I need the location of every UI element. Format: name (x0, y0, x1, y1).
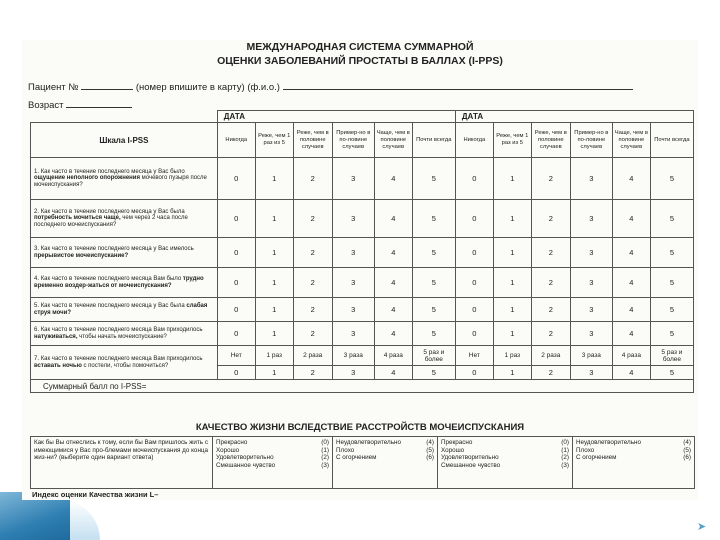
qol-options-right-date2 (573, 437, 695, 489)
patient-line (28, 80, 633, 93)
question-text (31, 268, 218, 298)
answer-cell[interactable]: 4 (374, 366, 412, 380)
qol-option[interactable] (216, 447, 329, 455)
qol-table (30, 436, 695, 489)
qol-question: Как бы Вы отнеслись к тому, если бы Вам пришлось жить с имеющимися у Вас про-блемами мочеиспускания до конца жиз-ни? (выберите один вариант ответа) (31, 437, 213, 489)
answer-cell[interactable]: 3 (570, 158, 612, 200)
answer-cell[interactable]: 1 раз (493, 346, 531, 366)
question-bold: прерывистое мочеиспускание? (34, 252, 129, 259)
answer-cell[interactable]: 0 (455, 298, 493, 322)
answer-cell[interactable]: 5 (412, 268, 455, 298)
answer-cell[interactable]: 2 (531, 268, 570, 298)
answer-cell[interactable]: 5 (412, 322, 455, 346)
scale-label: Шкала I-PSS (31, 123, 218, 158)
qol-option-label: Смешанное чувство (441, 461, 501, 469)
answer-cell[interactable]: 4 (612, 158, 650, 200)
qol-option-score: (1) (321, 446, 329, 454)
answer-cell[interactable]: 5 раз и более (412, 346, 455, 366)
qol-option-label: Прекрасно (441, 439, 473, 446)
answer-cell[interactable]: 4 (374, 200, 412, 238)
answer-cell[interactable]: 5 (412, 158, 455, 200)
qol-option[interactable] (441, 447, 569, 455)
question-bold: вставать ночью (34, 362, 82, 369)
answer-cell[interactable]: 0 (217, 298, 255, 322)
answer-cell[interactable]: 2 (531, 238, 570, 268)
qol-index-label: Индекс оценки Качества жизни L– (32, 490, 159, 499)
date-header-1: ДАТА (217, 111, 455, 123)
qol-option[interactable] (441, 454, 569, 462)
qol-option-label: Плохо (576, 446, 595, 454)
answer-cell[interactable]: 5 (650, 238, 693, 268)
question-pre: Как часто в течение последнего месяца у Вас имелось (40, 245, 194, 252)
answer-header: Реже, чем в половине случаев (293, 123, 332, 158)
qol-options-left-date2 (438, 437, 573, 489)
qol-option-label: Неудовлетворительно (336, 439, 401, 446)
qol-option-label: Неудовлетворительно (576, 439, 641, 446)
total-row (31, 380, 694, 393)
answer-cell[interactable]: 4 раза (374, 346, 412, 366)
question-bold: слабая струя мочи? (34, 302, 208, 316)
date-header-2: ДАТА (455, 111, 693, 123)
qol-option-score: (4) (426, 439, 434, 446)
answer-cell[interactable]: 3 (332, 322, 374, 346)
qol-option[interactable] (216, 439, 329, 447)
answer-cell[interactable]: 2 (531, 366, 570, 380)
answer-cell[interactable]: 0 (217, 238, 255, 268)
answer-cell[interactable]: 0 (455, 322, 493, 346)
answer-cell[interactable]: 5 (412, 366, 455, 380)
answer-cell[interactable]: 4 (374, 298, 412, 322)
qol-option[interactable] (441, 462, 569, 470)
answer-cell[interactable]: 2 (531, 158, 570, 200)
answer-header: Пример-но в по-ловине случаев (332, 123, 374, 158)
question-text (31, 346, 218, 380)
answer-header: Реже, чем 1 раз из 5 (493, 123, 531, 158)
question-n: 1. (34, 168, 40, 175)
answer-cell[interactable]: 5 (650, 322, 693, 346)
patient-label: Пациент № (28, 82, 79, 93)
answer-cell[interactable]: Нет (217, 346, 255, 366)
age-field[interactable] (66, 98, 132, 108)
answer-cell[interactable]: 1 (493, 268, 531, 298)
qol-option-score: (0) (561, 439, 569, 446)
patient-hint: (номер впишите в карту) (135, 82, 245, 93)
qol-option-label: Хорошо (441, 446, 465, 454)
answer-cell[interactable]: 1 (255, 238, 293, 268)
answer-cell[interactable]: 3 (570, 298, 612, 322)
answer-header: Почти всегда (412, 123, 455, 158)
form-title-line-2: ОЦЕНКИ ЗАБОЛЕВАНИЙ ПРОСТАТЫ В БАЛЛАХ (I-PPS) (217, 55, 503, 67)
answer-cell[interactable]: 1 (493, 366, 531, 380)
answer-cell[interactable]: Нет (455, 346, 493, 366)
patient-number-field[interactable] (81, 80, 133, 90)
qol-option-score: (6) (683, 454, 691, 461)
qol-option-score: (5) (683, 446, 691, 454)
answer-cell[interactable]: 4 (374, 158, 412, 200)
qol-option-label: Прекрасно (216, 439, 248, 446)
answer-header-row (31, 123, 694, 158)
question-post: с постели, чтобы помочиться? (83, 362, 169, 369)
answer-cell[interactable]: 3 (332, 200, 374, 238)
form-title-line-1: МЕЖДУНАРОДНАЯ СИСТЕМА СУММАРНОЙ (246, 41, 474, 53)
answer-cell[interactable]: 5 (650, 366, 693, 380)
answer-cell[interactable]: 4 (612, 268, 650, 298)
qol-option[interactable] (576, 439, 691, 447)
question-n: 4. (34, 275, 40, 282)
question-text (31, 158, 218, 200)
answer-cell[interactable]: 2 (293, 268, 332, 298)
answer-cell[interactable]: 3 раза (570, 346, 612, 366)
answer-cell[interactable]: 0 (455, 268, 493, 298)
qol-option-label: Плохо (336, 446, 355, 454)
qol-option-label: Удовлетворительно (441, 454, 499, 461)
question-text (31, 298, 218, 322)
question-n: 7. (34, 355, 40, 362)
ipss-table (30, 110, 694, 393)
ipss-form-document (22, 40, 698, 500)
answer-cell[interactable]: 1 (493, 322, 531, 346)
answer-cell[interactable]: 3 (332, 158, 374, 200)
answer-cell[interactable]: 2 (293, 200, 332, 238)
qol-option-score: (5) (426, 446, 434, 454)
answer-cell[interactable]: 1 (255, 322, 293, 346)
question-n: 5. (34, 302, 40, 309)
question-pre: Как часто в течение последнего месяца у Вас было (40, 168, 185, 175)
answer-cell[interactable]: 5 (412, 238, 455, 268)
answer-cell[interactable]: 4 (374, 268, 412, 298)
answer-cell[interactable]: 3 (332, 366, 374, 380)
qol-option-score: (2) (321, 454, 329, 461)
answer-cell[interactable]: 3 (570, 200, 612, 238)
qol-title: КАЧЕСТВО ЖИЗНИ ВСЛЕДСТВИЕ РАССТРОЙСТВ МОЧЕИСПУСКАНИЯ (195, 422, 525, 433)
answer-cell[interactable]: 0 (217, 366, 255, 380)
question-row (31, 200, 694, 238)
answer-header: Реже, чем 1 раз из 5 (255, 123, 293, 158)
qol-option[interactable] (441, 439, 569, 447)
answer-cell[interactable]: 4 (612, 298, 650, 322)
answer-header: Никогда (455, 123, 493, 158)
question-row (31, 268, 694, 298)
answer-cell[interactable]: 1 (493, 200, 531, 238)
answer-cell[interactable]: 4 (612, 238, 650, 268)
answer-cell[interactable]: 5 (412, 200, 455, 238)
answer-header: Пример-но в по-ловине случаев (570, 123, 612, 158)
qol-option[interactable] (576, 454, 691, 462)
answer-cell[interactable]: 3 (570, 322, 612, 346)
answer-header: Чаще, чем в половине случаев (374, 123, 412, 158)
date-row (31, 111, 694, 123)
answer-cell[interactable]: 2 (293, 322, 332, 346)
answer-cell[interactable]: 1 (493, 158, 531, 200)
answer-cell[interactable]: 1 (255, 158, 293, 200)
answer-cell[interactable]: 4 (612, 366, 650, 380)
qol-option[interactable] (336, 454, 434, 462)
qol-option-score: (0) (321, 439, 329, 446)
answer-cell[interactable]: 5 (412, 298, 455, 322)
qol-option-score: (4) (683, 439, 691, 446)
answer-cell[interactable]: 5 раз и более (650, 346, 693, 366)
question-text (31, 238, 218, 268)
question-text (31, 200, 218, 238)
qol-option[interactable] (336, 447, 434, 455)
answer-cell[interactable]: 3 (570, 366, 612, 380)
answer-cell[interactable]: 3 (570, 268, 612, 298)
question-text (31, 322, 218, 346)
answer-header: Чаще, чем в половине случаев (612, 123, 650, 158)
answer-cell[interactable]: 0 (217, 158, 255, 200)
qol-option-label: Удовлетворительно (216, 454, 274, 461)
answer-cell[interactable]: 5 (650, 200, 693, 238)
question-pre: Как часто в течение последнего месяца Вам было (40, 275, 182, 282)
question-n: 2. (34, 208, 40, 215)
question-bold: натуживаться, (34, 333, 78, 340)
answer-cell[interactable]: 0 (217, 268, 255, 298)
question-bold: трудно временно воздер-жаться от мочеиспускания? (34, 275, 204, 289)
qol-option-label: С огорчением (336, 454, 377, 461)
answer-cell[interactable]: 4 (374, 238, 412, 268)
question-n: 3. (34, 245, 40, 252)
qol-option-score: (1) (561, 446, 569, 454)
question-row (31, 238, 694, 268)
question-bold: потребность мочиться чаще, (34, 215, 121, 222)
answer-cell[interactable]: 3 (332, 298, 374, 322)
question-n: 6. (34, 326, 40, 333)
answer-cell[interactable]: 1 (493, 238, 531, 268)
answer-cell[interactable]: 3 (332, 268, 374, 298)
question-pre: Как часто в течение последнего месяца у Вас была (40, 302, 185, 309)
answer-cell[interactable]: 2 (293, 158, 332, 200)
answer-cell[interactable]: 3 (332, 238, 374, 268)
qol-options-left-date1 (213, 437, 333, 489)
answer-cell[interactable]: 2 (531, 322, 570, 346)
qol-option-label: Хорошо (216, 446, 240, 454)
answer-cell[interactable]: 1 (493, 298, 531, 322)
answer-cell[interactable]: 2 (293, 366, 332, 380)
qol-options-right-date1 (333, 437, 438, 489)
question-row (31, 158, 694, 200)
question-pre: Как часто в течение последнего месяца Вам приходилось (40, 326, 203, 333)
answer-cell[interactable]: 0 (455, 158, 493, 200)
answer-header: Реже, чем в половине случаев (531, 123, 570, 158)
answer-cell[interactable]: 3 раза (332, 346, 374, 366)
answer-cell[interactable]: 2 (531, 298, 570, 322)
qol-option-score: (3) (561, 461, 569, 469)
question-post: чтобы начать мочеиспускание? (79, 333, 167, 340)
answer-cell[interactable]: 0 (455, 200, 493, 238)
answer-cell[interactable]: 4 (612, 200, 650, 238)
slide-bullet-icon: ➤ (697, 521, 707, 533)
answer-header: Почти всегда (650, 123, 693, 158)
question-row (31, 322, 694, 346)
answer-cell[interactable]: 5 (650, 268, 693, 298)
qol-option[interactable] (336, 439, 434, 447)
age-label: Возраст (28, 100, 64, 111)
qol-option-label: Смешанное чувство (216, 461, 276, 469)
question-pre: Как часто в течение последнего месяца Вам приходилось (40, 355, 203, 362)
answer-cell[interactable]: 0 (217, 200, 255, 238)
qol-option-score: (3) (321, 461, 329, 469)
answer-cell[interactable]: 0 (455, 366, 493, 380)
question-bold: ощущение неполного опорожнения (34, 175, 140, 182)
question-row (31, 346, 694, 366)
answer-cell[interactable]: 4 раза (612, 346, 650, 366)
qol-option-score: (2) (561, 454, 569, 461)
question-pre: Как часто в течение последнего месяца у Вас была (40, 208, 185, 215)
qol-option[interactable] (576, 447, 691, 455)
answer-cell[interactable]: 1 (255, 366, 293, 380)
answer-cell[interactable]: 2 (293, 298, 332, 322)
question-row (31, 298, 694, 322)
answer-cell[interactable]: 2 (531, 200, 570, 238)
answer-cell[interactable]: 0 (217, 322, 255, 346)
answer-header: Никогда (217, 123, 255, 158)
total-label: Суммарный балл по I-PSS= (31, 380, 694, 393)
question-post: мочевого пузыря после мочеиспускания? (34, 175, 207, 188)
qol-option-score: (6) (426, 454, 434, 461)
answer-cell[interactable]: 1 (255, 298, 293, 322)
answer-cell[interactable]: 1 раз (255, 346, 293, 366)
answer-cell[interactable]: 1 (255, 268, 293, 298)
answer-cell[interactable]: 5 (650, 298, 693, 322)
answer-cell[interactable]: 1 (255, 200, 293, 238)
qol-option-label: С огорчением (576, 454, 617, 461)
fio-field[interactable] (283, 80, 633, 90)
question-post: чем через 2 часа после последнего мочеиспускания? (34, 215, 188, 228)
fio-label: (ф.и.о.) (247, 82, 280, 93)
answer-cell[interactable]: 0 (455, 238, 493, 268)
qol-option[interactable] (216, 462, 329, 470)
answer-cell[interactable]: 2 раза (293, 346, 332, 366)
answer-cell[interactable]: 2 (293, 238, 332, 268)
form-title (22, 40, 698, 68)
answer-cell[interactable]: 4 (374, 322, 412, 346)
answer-cell[interactable]: 4 (612, 322, 650, 346)
answer-cell[interactable]: 2 раза (531, 346, 570, 366)
answer-cell[interactable]: 5 (650, 158, 693, 200)
qol-option[interactable] (216, 454, 329, 462)
answer-cell[interactable]: 3 (570, 238, 612, 268)
